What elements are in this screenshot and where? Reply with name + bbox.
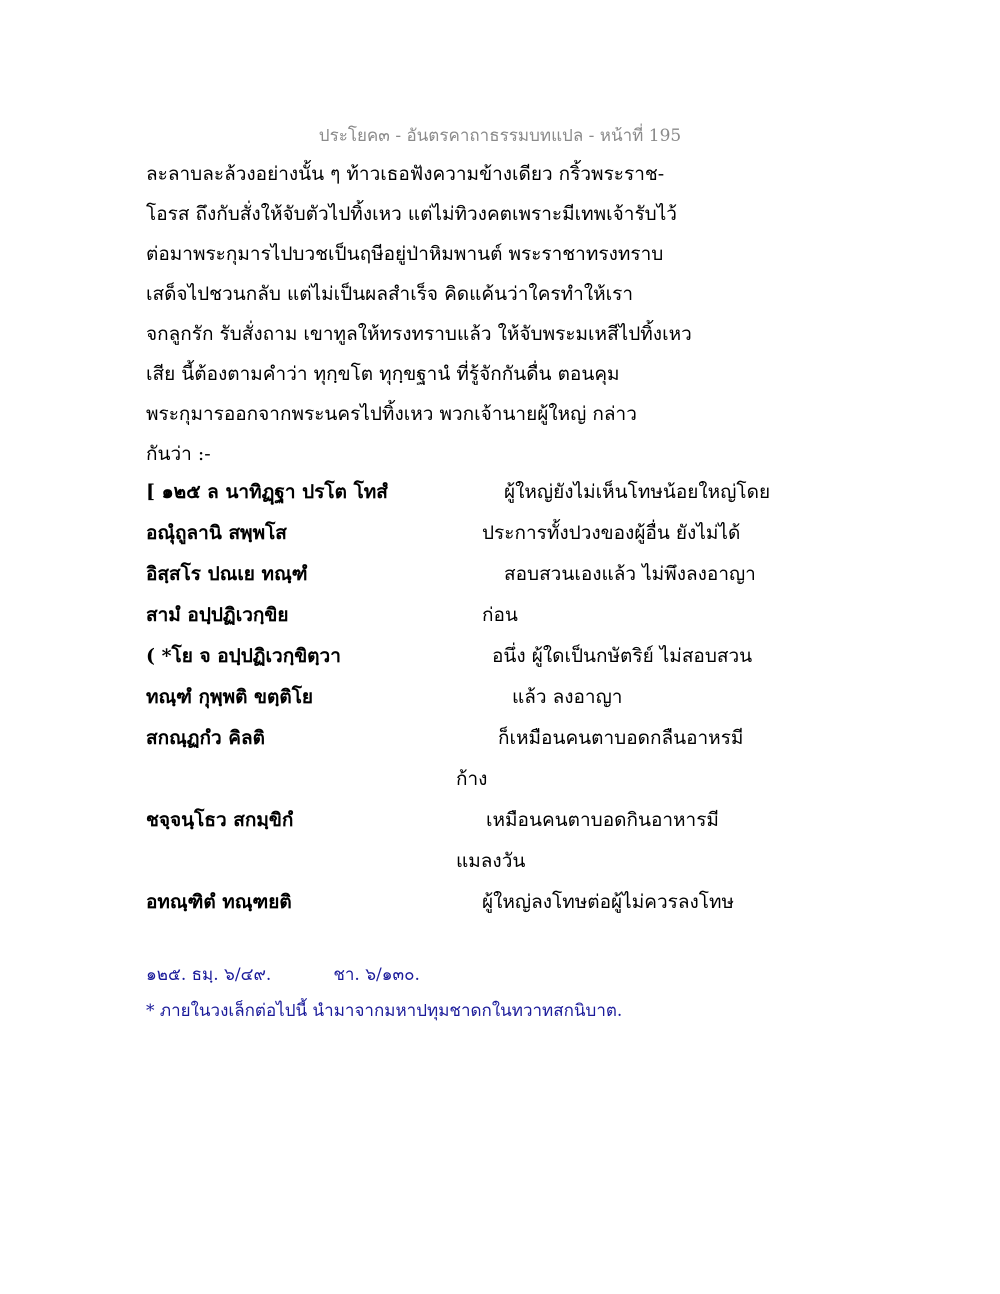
thai-translation-line: แมลงวัน [456,850,526,872]
pali-verse-line: อิสฺสโร ปณเย ทณฺฑํ [146,563,308,585]
footnote-ref-jataka: ชา. ๖/๑๓๐. [333,965,420,985]
pali-verse-line: สามํ อปฺปฏิเวกฺขิย [146,604,289,626]
thai-translation-line: ก่อน [482,604,518,626]
pali-verse-line: อทณฺฑิตํ ทณฺฑยติ [146,891,292,913]
verse-row [146,802,866,843]
pali-verse-line: ( *โย จ อปฺปฏิเวกฺขิตฺวา [146,645,341,667]
verse-row [146,761,866,802]
prose-paragraph [146,158,786,478]
verse-block [146,474,866,925]
prose-line: ละลาบละล้วงอย่างนั้น ๆ ท้าวเธอฟังความข้างเดียว กริ้วพระราช- [146,163,665,185]
verse-row [146,597,866,638]
verse-row [146,515,866,556]
footnote-note: * ภายในวงเล็กต่อไปนี้ นำมาจากมหาปทุมชาดกในทวาทสกนิบาต. [146,1001,623,1021]
thai-translation-line: ก้าง [456,768,488,790]
running-header: ประโยค๓ - อันตรคาถาธรรมบทแปล - หน้าที่ 195 [318,126,682,146]
footnote-ref-dhammapada: ๑๒๕. ธมฺ. ๖/๔๙. [146,965,272,985]
thai-translation-line: ผู้ใหญ่ลงโทษต่อผู้ไม่ควรลงโทษ [482,891,735,913]
pali-verse-line: ชจฺจนฺโธว สกมฺขิกํ [146,809,294,831]
prose-line: จกลูกรัก รับสั่งถาม เขาทูลให้ทรงทราบแล้ว ให้จับพระมเหสีไปทิ้งเหว [146,323,692,345]
pali-verse-line: [ ๑๒๕ ล นาทิฏฺฐา ปรโต โทสํ [146,481,388,503]
prose-line: เสีย นี้ต้องตามคำว่า ทุกฺขโต ทุกฺขฐานํ ที่รู้จักกันดื่น ตอนคุม [146,363,620,385]
prose-line: เสด็จไปชวนกลับ แต่ไม่เป็นผลสำเร็จ คิดแค้นว่าใครทำให้เรา [146,283,633,305]
verse-row [146,720,866,761]
prose-line: กันว่า :- [146,443,211,465]
footnote-reference [146,960,786,996]
pali-verse-line: สกณฺฏกํว คิลติ [146,727,265,749]
verse-row [146,679,866,720]
pali-verse-line: ทณฺฑํ กุพฺพติ ขตฺติโย [146,686,314,708]
thai-translation-line: แล้ว ลงอาญา [512,686,623,708]
thai-translation-line: ผู้ใหญ่ยังไม่เห็นโทษน้อยใหญ่โดย [504,481,771,503]
prose-line: โอรส ถึงกับสั่งให้จับตัวไปทิ้งเหว แต่ไม่ทิวงคตเพราะมีเทพเจ้ารับไว้ [146,203,677,225]
verse-row [146,884,866,925]
prose-line: ต่อมาพระกุมารไปบวชเป็นฤษีอยู่ป่าหิมพานต์ พระราชาทรงทราบ [146,243,664,265]
thai-translation-line: อนึ่ง ผู้ใดเป็นกษัตริย์ ไม่สอบสวน [492,645,753,667]
verse-row [146,474,866,515]
thai-translation-line: ประการทั้งปวงของผู้อื่น ยังไม่ได้ [482,522,741,544]
thai-translation-line: ก็เหมือนคนตาบอดกลืนอาหรมี [498,727,744,749]
prose-line: พระกุมารออกจากพระนครไปทิ้งเหว พวกเจ้านายผู้ใหญ่ กล่าว [146,403,637,425]
thai-translation-line: เหมือนคนตาบอดกินอาหารมี [486,809,719,831]
pali-verse-line: อณุํถูลานิ สพฺพโส [146,522,287,544]
verse-row [146,843,866,884]
verse-row [146,556,866,597]
verse-row [146,638,866,679]
thai-translation-line: สอบสวนเองแล้ว ไม่พึงลงอาญา [504,563,756,585]
footnotes [146,960,786,1032]
